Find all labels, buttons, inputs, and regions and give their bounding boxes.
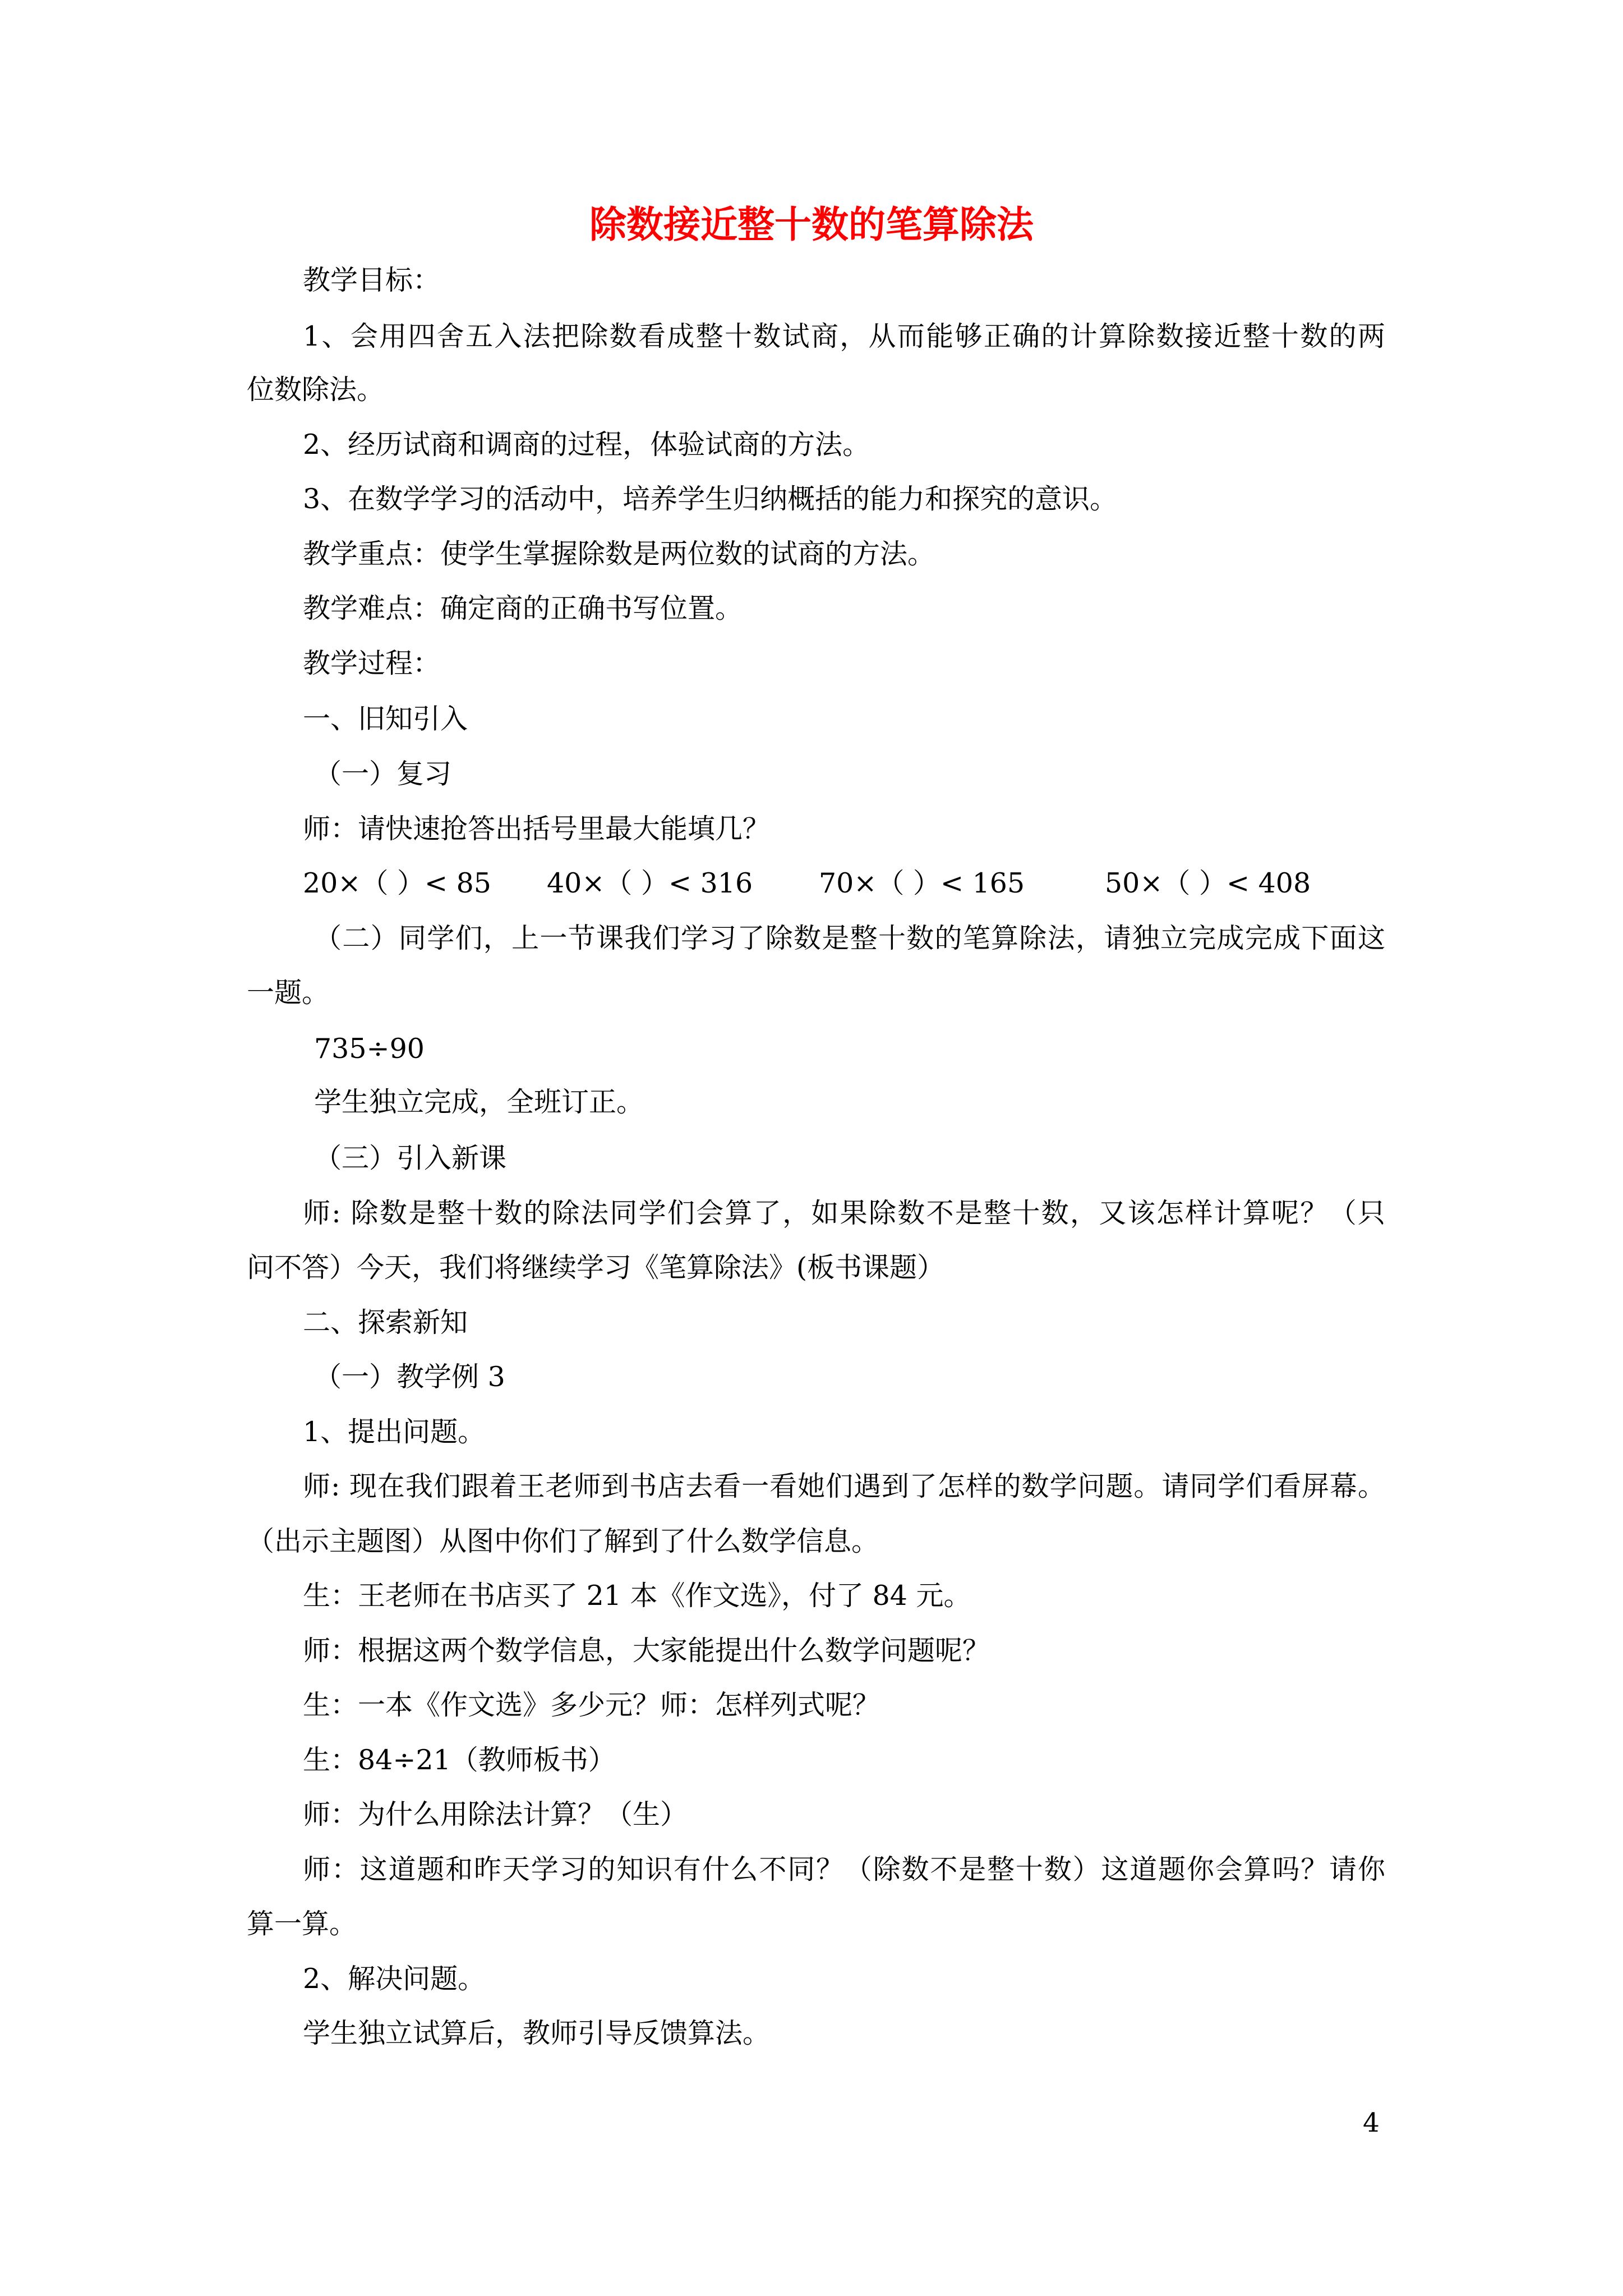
text-line: 1、提出问题。 [303, 1416, 486, 1448]
text-line: 生：王老师在书店买了 21 本《作文选》，付了 84 元。 [303, 1580, 971, 1612]
text-line: 师：这道题和昨天学习的知识有什么不同？（除数不是整十数）这道题你会算吗？请你 [303, 1853, 1385, 1885]
text-line: 位数除法。 [247, 374, 385, 406]
review-formula: 70×（ ）< 165 [819, 867, 1025, 899]
text-line: 师: 现在我们跟着王老师到书店去看一看她们遇到了怎样的数学问题。请同学们看屏幕。 [303, 1470, 1385, 1502]
text-line: 生：84÷21（教师板书） [303, 1744, 616, 1776]
review-formula: 20×（ ）< 85 [303, 867, 491, 899]
text-line: 生：一本《作文选》多少元？师：怎样列式呢？ [303, 1689, 880, 1721]
review-formula: 50×（ ）< 408 [1105, 867, 1311, 899]
text-line: 735÷90 [314, 1033, 425, 1065]
text-line: 教学难点：确定商的正确书写位置。 [303, 592, 743, 624]
text-line: 二、探索新知 [303, 1306, 468, 1338]
text-line: 一、旧知引入 [303, 703, 468, 735]
text-line: 3、在数学学习的活动中，培养学生归纳概括的能力和探究的意识。 [303, 483, 1118, 515]
text-line: 算一算。 [247, 1908, 357, 1940]
text-line: 问不答）今天，我们将继续学习《笔算除法》(板书课题） [247, 1251, 945, 1283]
text-line: （二）同学们，上一节课我们学习了除数是整十数的笔算除法，请独立完成完成下面这 [314, 922, 1385, 954]
document-title: 除数接近整十数的笔算除法 [589, 203, 1034, 246]
text-line: （三）引入新课 [314, 1142, 507, 1174]
page-number: 4 [1363, 2108, 1380, 2138]
text-line: 2、经历试商和调商的过程，体验试商的方法。 [303, 429, 870, 461]
text-line: （一）复习 [314, 758, 452, 790]
text-line: 教学重点：使学生掌握除数是两位数的试商的方法。 [303, 538, 935, 570]
text-line: 1、会用四舍五入法把除数看成整十数试商，从而能够正确的计算除数接近整十数的两 [303, 320, 1385, 352]
text-line: 2、解决问题。 [303, 1963, 486, 1995]
text-line: 师：为什么用除法计算？（生） [303, 1798, 688, 1830]
text-line: （一）教学例 3 [314, 1361, 505, 1393]
text-line: 教学目标： [303, 264, 441, 296]
text-line: 教学过程： [303, 647, 441, 679]
text-line: 师：根据这两个数学信息，大家能提出什么数学问题呢？ [303, 1635, 990, 1667]
text-line: 学生独立试算后，教师引导反馈算法。 [303, 2017, 771, 2049]
text-line: （出示主题图）从图中你们了解到了什么数学信息。 [247, 1525, 879, 1557]
text-line: 师：请快速抢答出括号里最大能填几？ [303, 813, 771, 845]
text-line: 师: 除数是整十数的除法同学们会算了，如果除数不是整十数，又该怎样计算呢？（只 [303, 1197, 1385, 1229]
text-line: 学生独立完成，全班订正。 [314, 1086, 644, 1118]
text-line: 一题。 [247, 977, 330, 1009]
review-formula: 40×（ ）< 316 [547, 867, 753, 899]
